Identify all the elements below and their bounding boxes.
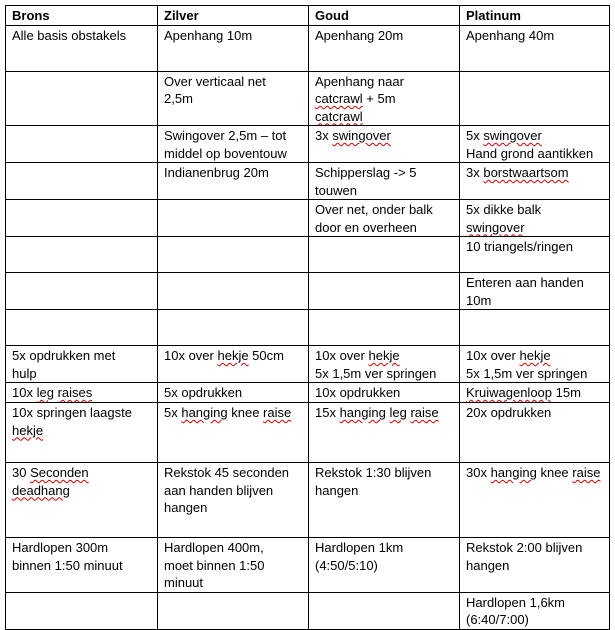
cell-zilver: 5x opdrukken	[158, 383, 309, 403]
cell-zilver: Swingover 2,5m – tot middel op boventouw	[158, 126, 309, 163]
cell-zilver: Hardlopen 400m, moet binnen 1:50 minuut	[158, 538, 309, 593]
table-row	[6, 403, 610, 463]
cell-brons: Hardlopen 300m binnen 1:50 minuut	[6, 538, 158, 593]
table-row	[6, 237, 610, 273]
cell-brons	[6, 237, 158, 273]
header-cell-brons: Brons	[6, 6, 158, 26]
cell-brons	[6, 71, 158, 126]
cell-goud: 3x swingover	[309, 126, 460, 163]
cell-goud	[309, 310, 460, 346]
cell-zilver	[158, 310, 309, 346]
cell-platinum	[460, 310, 610, 346]
cell-goud: Apenhang naar catcrawl + 5m catcrawl	[309, 71, 460, 126]
cell-goud: Apenhang 20m	[309, 25, 460, 71]
cell-zilver: 10x over hekje 50cm	[158, 346, 309, 383]
cell-platinum: Enteren aan handen 10m	[460, 273, 610, 310]
cell-brons	[6, 200, 158, 237]
cell-zilver: Apenhang 10m	[158, 25, 309, 71]
cell-platinum: 5x dikke balk swingover	[460, 200, 610, 237]
cell-platinum: Apenhang 40m	[460, 25, 610, 71]
table-row	[6, 538, 610, 593]
table-row	[6, 592, 610, 629]
cell-brons: Alle basis obstakels	[6, 25, 158, 71]
cell-goud: Hardlopen 1km (4:50/5:10)	[309, 538, 460, 593]
cell-zilver: 5x hanging knee raise	[158, 403, 309, 463]
table-row	[6, 25, 610, 71]
cell-brons: 5x opdrukken met hulp	[6, 346, 158, 383]
table-row	[6, 163, 610, 200]
cell-goud	[309, 237, 460, 273]
header-cell-zilver: Zilver	[158, 6, 309, 26]
table-row	[6, 463, 610, 538]
header-row	[6, 6, 610, 26]
cell-brons: 30 Seconden deadhang	[6, 463, 158, 538]
cell-platinum: 10x over hekje 5x 1,5m ver springen	[460, 346, 610, 383]
cell-goud: 10x opdrukken	[309, 383, 460, 403]
cell-brons	[6, 273, 158, 310]
cell-goud	[309, 592, 460, 629]
header-cell-platinum: Platinum	[460, 6, 610, 26]
cell-platinum	[460, 71, 610, 126]
table-row	[6, 71, 610, 126]
cell-brons	[6, 163, 158, 200]
cell-goud: Over net, onder balk door en overheen	[309, 200, 460, 237]
cell-goud	[309, 273, 460, 310]
cell-platinum: 3x borstwaartsom	[460, 163, 610, 200]
cell-zilver	[158, 200, 309, 237]
cell-goud: 15x hanging leg raise	[309, 403, 460, 463]
cell-platinum: Hardlopen 1,6km (6:40/7:00)	[460, 592, 610, 629]
cell-platinum: 5x swingover Hand grond aantikken	[460, 126, 610, 163]
cell-brons	[6, 126, 158, 163]
table-row	[6, 383, 610, 403]
cell-zilver	[158, 592, 309, 629]
cell-platinum: 30x hanging knee raise	[460, 463, 610, 538]
cell-goud: Rekstok 1:30 blijven hangen	[309, 463, 460, 538]
cell-zilver: Indianenbrug 20m	[158, 163, 309, 200]
cell-platinum: 10 triangels/ringen	[460, 237, 610, 273]
cell-zilver: Rekstok 45 seconden aan handen blijven hangen	[158, 463, 309, 538]
table-row	[6, 346, 610, 383]
cell-platinum: Kruiwagenloop 15m	[460, 383, 610, 403]
cell-zilver	[158, 237, 309, 273]
table-row	[6, 200, 610, 237]
cell-brons	[6, 592, 158, 629]
document-page	[5, 5, 610, 630]
cell-brons: 10x springen laagste hekje	[6, 403, 158, 463]
cell-goud: 10x over hekje 5x 1,5m ver springen	[309, 346, 460, 383]
cell-brons: 10x leg raises	[6, 383, 158, 403]
cell-brons	[6, 310, 158, 346]
table-row	[6, 126, 610, 163]
table-row	[6, 310, 610, 346]
cell-goud: Schipperslag -> 5 touwen	[309, 163, 460, 200]
cell-platinum: 20x opdrukken	[460, 403, 610, 463]
cell-platinum: Rekstok 2:00 blijven hangen	[460, 538, 610, 593]
level-requirements-table	[5, 5, 610, 630]
cell-zilver: Over verticaal net 2,5m	[158, 71, 309, 126]
cell-zilver	[158, 273, 309, 310]
table-body	[6, 6, 610, 630]
header-cell-goud: Goud	[309, 6, 460, 26]
table-row	[6, 273, 610, 310]
